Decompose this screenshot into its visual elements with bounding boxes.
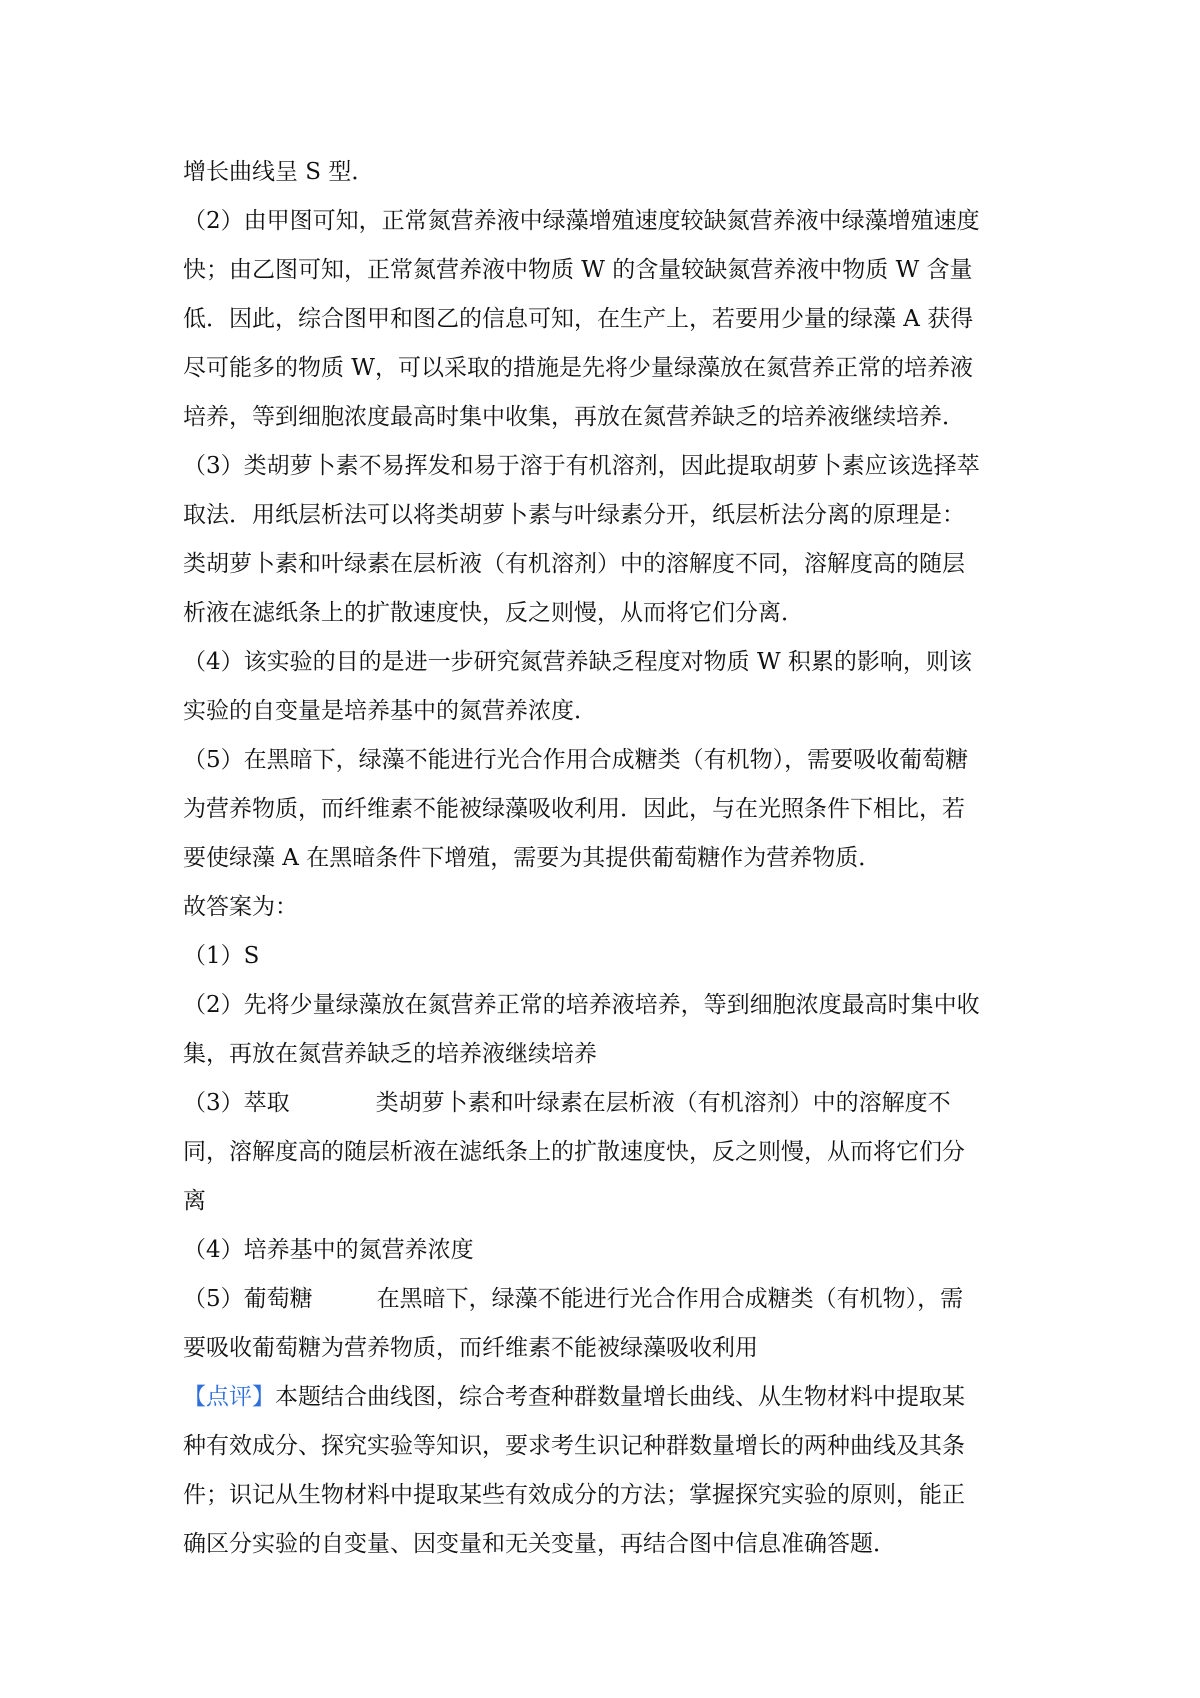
answer-3-text: 类胡萝卜素和叶绿素在层析液（有机溶剂）中的溶解度不	[375, 1090, 951, 1116]
review-cont: 种有效成分、探究实验等知识，要求考生识记种群数量增长的两种曲线及其条	[183, 1433, 965, 1459]
answer-5-cont: 要吸收葡萄糖为营养物质，而纤维素不能被绿藻吸收利用	[183, 1335, 758, 1361]
answer-explanation	[183, 148, 1028, 1569]
answer-5-text: 在黑暗下，绿藻不能进行光合作用合成糖类（有机物），需	[376, 1286, 964, 1312]
text-line: （3）类胡萝卜素不易挥发和易于溶于有机溶剂，因此提取胡萝卜素应该选择萃	[183, 453, 980, 479]
answer-heading: 故答案为：	[183, 894, 298, 920]
answer-2-cont: 集，再放在氮营养缺乏的培养液继续培养	[183, 1041, 597, 1067]
review-cont: 件；识记从生物材料中提取某些有效成分的方法；掌握探究实验的原则，能正	[183, 1482, 965, 1508]
text-line: 类胡萝卜素和叶绿素在层析液（有机溶剂）中的溶解度不同，溶解度高的随层	[183, 551, 965, 577]
review-text: 本题结合曲线图，综合考查种群数量增长曲线、从生物材料中提取某	[275, 1384, 965, 1410]
text-line: 增长曲线呈 S 型．	[183, 159, 375, 185]
text-line: 为营养物质，而纤维素不能被绿藻吸收利用．因此，与在光照条件下相比，若	[183, 796, 965, 822]
answer-3-cont: 同，溶解度高的随层析液在滤纸条上的扩散速度快，反之则慢，从而将它们分	[183, 1139, 965, 1165]
text-line: 快；由乙图可知，正常氮营养液中物质 W 的含量较缺氮营养液中物质 W 含量	[183, 257, 973, 283]
answer-1: （1）S	[183, 943, 260, 969]
answer-3	[183, 1079, 1028, 1128]
text-line: 取法．用纸层析法可以将类胡萝卜素与叶绿素分开，纸层析法分离的原理是：	[183, 502, 965, 528]
review-line	[183, 1373, 1028, 1422]
answer-4: （4）培养基中的氮营养浓度	[183, 1237, 474, 1263]
text-line: 低．因此，综合图甲和图乙的信息可知，在生产上，若要用少量的绿藻 A 获得	[183, 306, 974, 332]
answer-3-cont: 离	[183, 1188, 206, 1214]
answer-3-label: （3）萃取	[183, 1090, 290, 1116]
review-tag: 【点评】	[183, 1384, 275, 1410]
text-line: 尽可能多的物质 W，可以采取的措施是先将少量绿藻放在氮营养正常的培养液	[183, 355, 973, 381]
text-line: 要使绿藻 A 在黑暗条件下增殖，需要为其提供葡萄糖作为营养物质．	[183, 845, 882, 871]
answer-5	[183, 1275, 1028, 1324]
text-line: 析液在滤纸条上的扩散速度快，反之则慢，从而将它们分离．	[183, 600, 804, 626]
answer-5-label: （5）葡萄糖	[183, 1286, 313, 1312]
review-cont: 确区分实验的自变量、因变量和无关变量，再结合图中信息准确答题．	[183, 1531, 896, 1557]
text-line: （2）由甲图可知，正常氮营养液中绿藻增殖速度较缺氮营养液中绿藻增殖速度	[183, 208, 980, 234]
text-line: （5）在黑暗下，绿藻不能进行光合作用合成糖类（有机物），需要吸收葡萄糖	[183, 747, 969, 773]
answer-2: （2）先将少量绿藻放在氮营养正常的培养液培养，等到细胞浓度最高时集中收	[183, 992, 980, 1018]
text-line: 实验的自变量是培养基中的氮营养浓度．	[183, 698, 597, 724]
text-line: 培养，等到细胞浓度最高时集中收集，再放在氮营养缺乏的培养液继续培养．	[183, 404, 965, 430]
text-line: （4）该实验的目的是进一步研究氮营养缺乏程度对物质 W 积累的影响，则该	[183, 649, 972, 675]
